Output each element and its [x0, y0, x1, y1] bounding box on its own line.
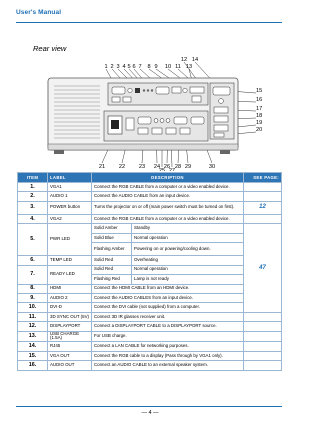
bottom-callout-number: 28	[174, 164, 182, 170]
item-page	[244, 351, 282, 360]
led-state: Flashing Red	[92, 275, 132, 284]
top-callout-number: 8	[147, 64, 151, 70]
table-row	[18, 183, 282, 192]
item-description: Connect the RGB cable to a display (Pass through by VGA1 only).	[92, 351, 244, 360]
table-row	[18, 293, 282, 302]
item-description: Connect 3D IR glasses receiver unit.	[92, 312, 244, 321]
page-number: — 4 —	[141, 410, 159, 416]
bottom-callout-number: 26	[163, 164, 171, 170]
item-description: For USB charge.	[92, 331, 244, 342]
item-label: 3D SYNC OUT (5V)	[48, 312, 92, 321]
item-number: 8.	[18, 284, 48, 293]
right-callout-number: 20	[256, 127, 263, 133]
led-state: Solid Red	[92, 265, 132, 274]
table-row	[18, 351, 282, 360]
item-label: VGA2	[48, 214, 92, 223]
led-meaning: Overheating	[132, 256, 244, 265]
item-page	[244, 331, 282, 342]
bottom-callout-number: 21	[98, 164, 106, 170]
led-meaning: Standby	[132, 224, 244, 233]
item-label: AUDIO 2	[48, 293, 92, 302]
item-label: POWER button	[48, 201, 92, 214]
table-row	[18, 201, 282, 214]
item-description: Connect the AUDIO CABLES from an input device.	[92, 293, 244, 302]
top-callout-number: 6	[132, 64, 136, 70]
top-callout-number: 11	[175, 64, 181, 70]
table-row	[18, 322, 282, 331]
top-callout-number: 13	[185, 64, 193, 70]
table-row	[18, 312, 282, 321]
top-callout-number: 12	[180, 57, 188, 63]
right-callout-number: 19	[256, 120, 263, 126]
led-meaning: Lamp is not ready	[132, 275, 244, 284]
item-description: Turns the projector on or off (main power switch must be turned on first).	[92, 201, 244, 214]
footer-rule	[16, 406, 282, 407]
item-description: Connect the RGB CABLE from a computer or a video enabled device.	[92, 183, 244, 192]
item-label: VGA1	[48, 183, 92, 192]
bottom-callout-number: 30	[208, 164, 216, 170]
item-label: USB CHARGE (1.5A)	[48, 331, 92, 342]
bottom-callout-number: 25	[158, 168, 166, 171]
bottom-callout-number: 29	[184, 164, 192, 170]
bottom-callout-number: 24	[153, 164, 161, 170]
item-number: 5.	[18, 224, 48, 256]
table-row	[18, 342, 282, 351]
header-see-page: SEE PAGE:	[244, 173, 282, 183]
top-callout-number: 5	[127, 64, 131, 70]
table-header-row	[18, 173, 282, 183]
item-label: AUDIO 1	[48, 192, 92, 201]
item-description: Connect the RGB CABLE from a computer or a video enabled device.	[92, 214, 244, 223]
projector-rear-illustration	[42, 56, 274, 171]
led-meaning: Normal operation	[132, 265, 244, 274]
item-page	[244, 361, 282, 370]
item-number: 7.	[18, 265, 48, 284]
header-rule	[16, 22, 282, 23]
item-page	[244, 214, 282, 223]
item-page	[244, 192, 282, 201]
item-label: HDMI	[48, 284, 92, 293]
item-number: 12.	[18, 322, 48, 331]
table-row	[18, 284, 282, 293]
item-label: AUDIO OUT	[48, 361, 92, 370]
item-number: 4.	[18, 214, 48, 223]
rear-panel-table	[17, 172, 282, 371]
right-callout-number: 18	[256, 113, 263, 119]
item-description: Connect a DISPLAYPORT CABLE to a DISPLAYPORT source.	[92, 322, 244, 331]
item-number: 6.	[18, 256, 48, 265]
item-number: 15.	[18, 351, 48, 360]
bottom-callout-number: 22	[118, 164, 126, 170]
item-label: DVI-D	[48, 303, 92, 312]
top-callout-number: 7	[138, 64, 142, 70]
item-page	[244, 183, 282, 192]
item-label: TEMP LED	[48, 256, 92, 265]
item-description: Connect an AUDIO CABLE to an external speaker system.	[92, 361, 244, 370]
item-number: 11.	[18, 312, 48, 321]
item-number: 16.	[18, 361, 48, 370]
top-callout-number: 10	[164, 64, 172, 70]
item-number: 2.	[18, 192, 48, 201]
rear-view-diagram	[42, 56, 274, 171]
right-callout-number: 17	[256, 106, 263, 112]
table-row	[18, 224, 282, 233]
item-number: 10.	[18, 303, 48, 312]
page-header-title: User's Manual	[16, 9, 62, 16]
item-number: 1.	[18, 183, 48, 192]
top-callout-number: 14	[191, 57, 199, 63]
led-state: Solid Amber	[92, 224, 132, 233]
item-label: DISPLAYPORT	[48, 322, 92, 331]
top-callout-number: 9	[154, 64, 158, 70]
item-description: Connect a LAN CABLE for networking purposes.	[92, 342, 244, 351]
header-label: LABEL	[48, 173, 92, 183]
item-label: PWR LED	[48, 224, 92, 256]
top-callout-number: 1	[104, 64, 108, 70]
header-description: DESCRIPTION	[92, 173, 244, 183]
header-item: ITEM	[18, 173, 48, 183]
item-label: VGA OUT	[48, 351, 92, 360]
right-callout-number: 15	[256, 88, 263, 94]
item-label: RJ45	[48, 342, 92, 351]
bottom-callout-number: 23	[138, 164, 146, 170]
led-meaning: Normal operation	[132, 233, 244, 242]
table-row	[18, 331, 282, 342]
table-row	[18, 214, 282, 223]
top-callout-number: 3	[116, 64, 120, 70]
item-description: Connect the AUDIO CABLE from an input device.	[92, 192, 244, 201]
item-page	[244, 342, 282, 351]
item-page	[244, 322, 282, 331]
top-callout-number: 4	[122, 64, 126, 70]
top-callout-number: 2	[110, 64, 114, 70]
table-row	[18, 256, 282, 265]
see-page-link[interactable]: 47	[244, 224, 282, 313]
item-page	[244, 312, 282, 321]
item-description: Connect the HDMI CABLE from an HDMI device.	[92, 284, 244, 293]
led-state: Flashing Amber	[92, 243, 132, 256]
table-row	[18, 361, 282, 370]
led-meaning: Powering on or powering/cooling down.	[132, 243, 244, 256]
item-number: 9.	[18, 293, 48, 302]
see-page-link[interactable]: 12	[244, 201, 282, 214]
section-title: Rear view	[33, 44, 67, 53]
table-row	[18, 303, 282, 312]
bottom-callout-number: 27	[168, 168, 176, 171]
led-state: Solid Red	[92, 256, 132, 265]
table-row	[18, 192, 282, 201]
right-callout-number: 16	[256, 97, 263, 103]
item-number: 13.	[18, 331, 48, 342]
item-number: 3.	[18, 201, 48, 214]
led-state: Solid Blue	[92, 233, 132, 242]
item-label: READY LED	[48, 265, 92, 284]
item-number: 14.	[18, 342, 48, 351]
table-row	[18, 265, 282, 274]
item-description: Connect the DVI cable (not supplied) from a computer.	[92, 303, 244, 312]
